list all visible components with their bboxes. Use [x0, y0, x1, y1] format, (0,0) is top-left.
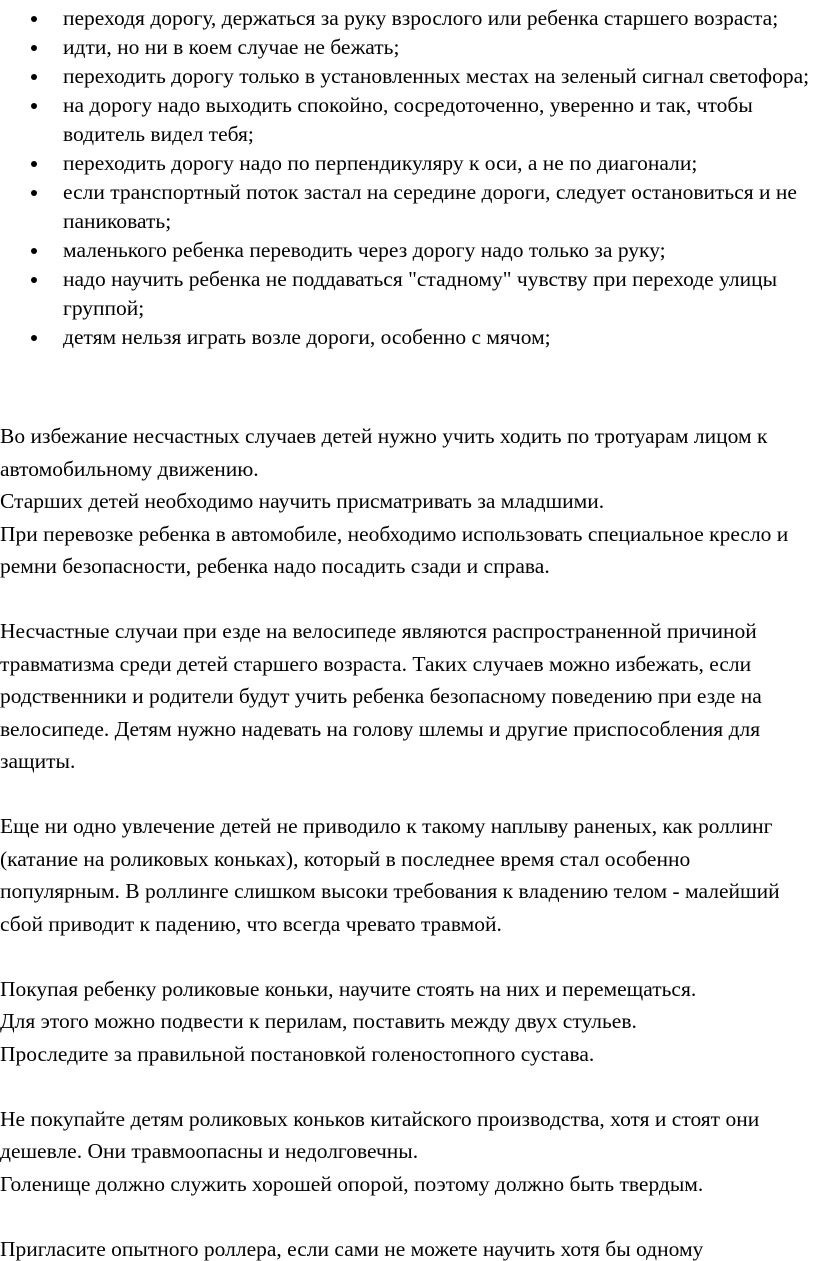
bullet-icon [31, 190, 37, 196]
bullet-icon [31, 161, 37, 167]
paragraph-gap [0, 778, 816, 811]
paragraph-bicycle: Несчастные случаи при езде на велосипеде являются распространенной причиной травматизма среди детей старшего возраста. Таких случаев можно избежать, если родственники и родители будут учить ребенка безопасному поведению при езде на велосипеде. Детям нужно надевать на голову шлемы и другие приспособления для защиты. [0, 619, 762, 773]
list-item: переходить дорогу надо по перпендикуляру к оси, а не по диагонали; [0, 149, 816, 178]
paragraph-ankle: Проследите за правильной постановкой голеностопного сустава. [0, 1041, 595, 1066]
paragraph-buying-skates: Покупая ребенку роликовые коньки, научите стоять на них и перемещаться. [0, 976, 697, 1001]
safety-rules-list [0, 4, 816, 352]
list-item: на дорогу надо выходить спокойно, сосредоточенно, уверенно и так, чтобы водитель видел тебя; [0, 91, 816, 149]
paragraph-rolling: Еще ни одно увлечение детей не приводило к такому наплыву раненых, как роллинг (катание на роликовых коньках), который в последнее время стал особенно популярным. В роллинге слишком высоки требования к владению телом - малейший сбой приводит к падению, что всегда чревато травмой. [0, 814, 780, 936]
list-item: детям нельзя играть возле дороги, особенно с мячом; [0, 323, 816, 352]
bullet-icon [31, 277, 37, 283]
bullet-icon [31, 335, 37, 341]
bullet-icon [31, 74, 37, 80]
list-item: если транспортный поток застал на середине дороги, следует остановиться и не паниковать; [0, 178, 816, 236]
paragraph-chinese-skates: Не покупайте детям роликовых коньков китайского производства, хотя и стоят они дешевле. Они травмоопасны и недолговечны. [0, 1106, 760, 1163]
list-item: переходить дорогу только в установленных местах на зеленый сигнал светофора; [0, 62, 816, 91]
list-item: переходя дорогу, держаться за руку взрослого или ребенка старшего возраста; [0, 4, 816, 33]
bullet-icon [31, 103, 37, 109]
bullet-icon [31, 45, 37, 51]
paragraph-gap [0, 1200, 816, 1233]
paragraph-gap [0, 583, 816, 616]
paragraph-gap [0, 1070, 816, 1103]
paragraph-car-seat: При перевозке ребенка в автомобиле, необходимо использовать специальное кресло и ремни безопасности, ребенка надо посадить сзади и справа. [0, 521, 789, 578]
body-text [0, 420, 816, 1261]
paragraph-boot: Голенище должно служить хорошей опорой, поэтому должно быть твердым. [0, 1171, 704, 1196]
list-item: идти, но ни в коем случае не бежать; [0, 33, 816, 62]
paragraph-railing: Для этого можно подвести к перилам, поставить между двух стульев. [0, 1009, 637, 1033]
bullet-icon [31, 16, 37, 22]
paragraph-invite-roller: Пригласите опытного роллера, если сами не можете научить хотя бы одному [0, 1236, 704, 1261]
list-item: надо научить ребенка не поддаваться "стадному" чувству при переходе улицы группой; [0, 265, 816, 323]
bullet-icon [31, 248, 37, 254]
paragraph-older-children: Старших детей необходимо научить присматривать за младшими. [0, 489, 605, 513]
paragraph-gap [0, 940, 816, 973]
list-item: маленького ребенка переводить через дорогу надо только за руку; [0, 236, 816, 265]
paragraph-sidewalk: Во избежание несчастных случаев детей нужно учить ходить по тротуарам лицом к автомобильному движению. [0, 424, 768, 481]
